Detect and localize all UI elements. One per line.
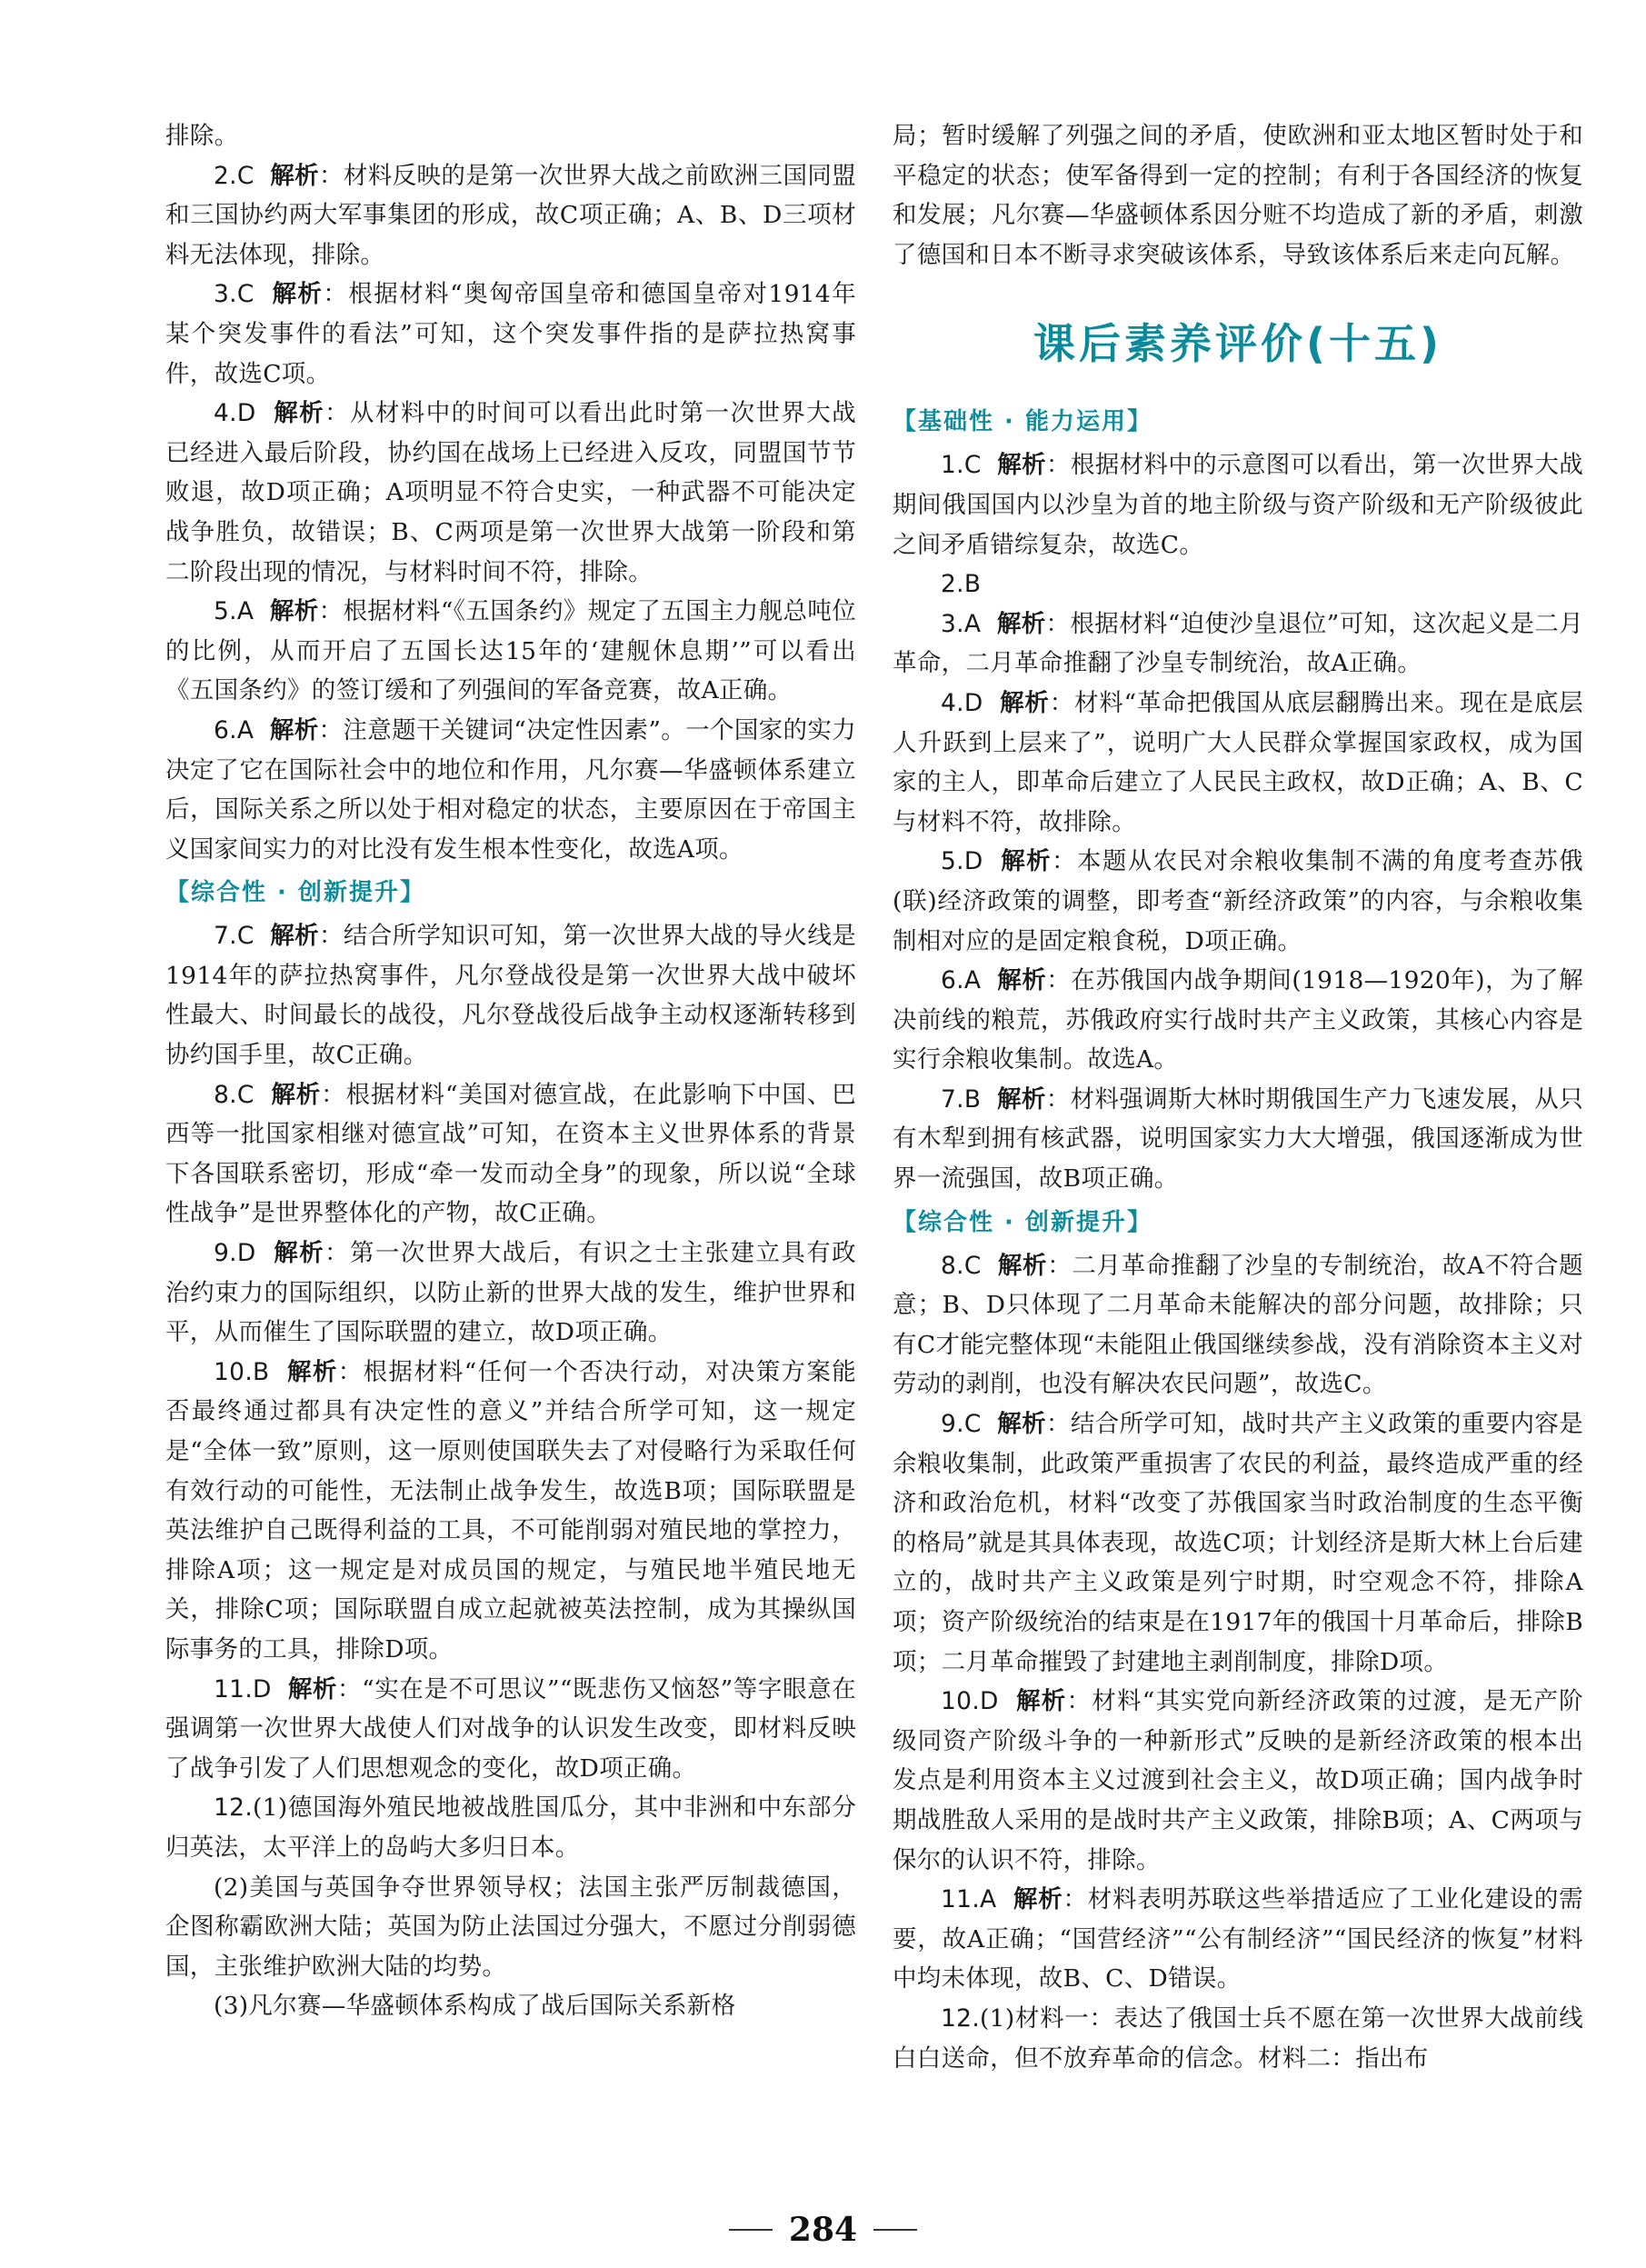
analysis-text: ：材料表明苏联这些举措适应了工业化建设的需要，故A正确；“国营经济”“公有制经济”“国民经济的恢复”材料中均未体现，故B、C、D错误。	[893, 1885, 1583, 1993]
analysis-text: ：结合所学知识可知，第一次世界大战的导火线是1914年的萨拉热窝事件，凡尔登战役是第一次世界大战中破坏性最大、时间最长的战役，凡尔登战役后战争主动权逐渐转移到协约国手里，故C正确。	[165, 922, 856, 1070]
analysis-text: ：“实在是不可思议”“既悲伤又恼怒”等字眼意在强调第一次世界大战使人们对战争的认识发生改变，即材料反映了战争引发了人们思想观念的变化，故D项正确。	[165, 1674, 856, 1783]
answer-number: 6.A	[941, 966, 982, 995]
section-tag-comprehensive: 【综合性 · 创新提升】	[893, 1208, 1152, 1236]
answer-item-3	[893, 604, 1583, 684]
analysis-text: ：材料反映的是第一次世界大战之前欧洲三国同盟和三国协约两大军事集团的形成，故C项正确；A、B、D三项材料无法体现，排除。	[165, 161, 856, 269]
analysis-label: 解析	[270, 161, 320, 190]
section-title: 课后素养评价(十五)	[1032, 319, 1443, 369]
analysis-text: ：根据材料“奥匈帝国皇帝和德国皇帝对1914年某个突发事件的看法”可知，这个突发事件指的是萨拉热窝事件，故选C项。	[165, 280, 857, 388]
answer-number: 12.	[214, 1793, 254, 1823]
analysis-label: 解析	[269, 597, 319, 626]
analysis-label: 解析	[1016, 1687, 1067, 1716]
analysis-label: 解析	[274, 1239, 325, 1268]
section-tag-basic: 【基础性 · 能力运用】	[893, 408, 1152, 436]
analysis-label: 解析	[997, 451, 1047, 480]
answer-item-6	[165, 711, 856, 869]
answer-part-1: (1)德国海外殖民地被战胜国瓜分，其中非洲和中东部分归英法，太平洋上的岛屿大多归日本。	[165, 1793, 856, 1862]
answer-number: 3.A	[941, 609, 982, 638]
answer-number: 8.C	[214, 1080, 254, 1109]
answer-number: 7.B	[941, 1084, 982, 1114]
answer-item-5	[893, 842, 1583, 961]
answer-item-12	[165, 1788, 856, 1867]
answer-number: 12.	[941, 2003, 981, 2033]
page-footer	[0, 2211, 1646, 2249]
analysis-label: 解析	[1013, 1885, 1063, 1914]
answer-item-8	[165, 1075, 856, 1234]
analysis-text: ：从材料中的时间可以看出此时第一次世界大战已经进入最后阶段，协约国在战场上已经进入反攻，同盟国节节败退，故D项正确；A项明显不符合史实，一种武器不可能决定战争胜负，故错误；B、C两项是第一次世界大战第一阶段和第二阶段出现的情况，与材料时间不符，排除。	[165, 399, 856, 586]
answer-item-12	[893, 1999, 1583, 2078]
answer-item-4	[893, 684, 1583, 842]
analysis-text: ：结合所学可知，战时共产主义政策的重要内容是余粮收集制，此政策严重损害了农民的利益，最终造成严重的经济和政治危机，材料“改变了苏俄国家当时政治制度的生态平衡的格局”就是其具体表现，故选C项；计划经济是斯大林上台后建立的，战时共产主义政策是列宁时期，时空观念不符，排除A项；资产阶级统治的结束是在1917年的俄国十月革命后，排除B项；二月革命摧毁了封建地主剥削制度，排除D项。	[893, 1410, 1583, 1676]
analysis-text: ：根据材料“《五国条约》规定了五国主力舰总吨位的比例，从而开启了五国长达15年的‘建舰休息期’”可以看出《五国条约》的签订缓和了列强间的军备竞赛，故A正确。	[165, 597, 856, 705]
analysis-label: 解析	[272, 280, 324, 309]
answer-number: 1.C	[941, 451, 982, 480]
analysis-label: 解析	[997, 1251, 1048, 1280]
left-column	[165, 116, 856, 2026]
analysis-label: 解析	[1001, 847, 1052, 876]
answer-item-4	[165, 394, 856, 592]
analysis-text: ：第一次世界大战后，有识之士主张建立具有政治约束力的国际组织，以防止新的世界大战的发生，维护世界和平，从而催生了国际联盟的建立，故D项正确。	[165, 1239, 856, 1347]
answer-number: 4.D	[941, 688, 983, 717]
analysis-text: ：材料强调斯大林时期俄国生产力飞速发展，从只有木犁到拥有核武器，说明国家实力大大增强，俄国逐渐成为世界一流强国，故B项正确。	[893, 1084, 1583, 1194]
answer-number: 2.C	[214, 161, 254, 190]
analysis-text: ：二月革命推翻了沙皇的专制统治，故A不符合题意；B、D只体现了二月革命未能解决的部分问题，故排除；只有C才能完整体现“未能阻止俄国继续参战，没有消除资本主义对劳动的剥削，也没有解决农民问题”，故选C。	[893, 1251, 1583, 1399]
analysis-text: ：根据材料“迫使沙皇退位”可知，这次起义是二月革命，二月革命推翻了沙皇专制统治，故A正确。	[893, 609, 1583, 678]
analysis-label: 解析	[997, 966, 1047, 995]
left-paragraph-0: 排除。	[165, 122, 239, 150]
answer-item-2	[893, 565, 1583, 604]
footer-dash-right	[873, 2229, 917, 2231]
analysis-label: 解析	[996, 609, 1046, 638]
answer-number: 3.C	[214, 280, 254, 309]
answer-item-10	[165, 1353, 856, 1670]
analysis-text: ：根据材料“任何一个否决行动，对决策方案能否最终通过都具有决定性的意义”并结合所学可知，这一规定是“全体一致”原则，这一原则使国联失去了对侵略行为采取任何有效行动的可能性，无法制止战争发生，故选B项；国际联盟是英法维护自己既得利益的工具，不可能削弱对殖民地的掌控力，排除A项；这一规定是对成员国的规定，与殖民地半殖民地无关，排除C项；国际联盟自成立起就被英法控制，成为其操纵国际事务的工具，排除D项。	[165, 1357, 856, 1664]
right-column	[893, 116, 1583, 2078]
answer-number: 9.C	[941, 1410, 982, 1439]
analysis-text: ：根据材料“美国对德宣战，在此影响下中国、巴西等一批国家相继对德宣战”可知，在资本主义世界体系的背景下各国联系密切，形成“牵一发而动全身”的现象，所以说“全球性战争”是世界整体化的产物，故C正确。	[165, 1080, 856, 1228]
answer-item-7	[893, 1080, 1583, 1199]
page-number: 284	[788, 2211, 858, 2249]
answer-part-3: (3)凡尔赛—华盛顿体系构成了战后国际关系新格	[214, 1992, 736, 2021]
answer-item-11	[893, 1880, 1583, 1999]
analysis-label: 解析	[269, 715, 319, 744]
answer-item-2	[165, 156, 856, 275]
answer-item-5	[165, 592, 856, 711]
analysis-label: 解析	[270, 922, 320, 951]
answer-number: 11.D	[214, 1674, 272, 1703]
analysis-text: ：材料“其实党向新经济政策的过渡，是无产阶级同资产阶级斗争的一种新形式”反映的是新经济政策的根本出发点是利用资本主义过渡到社会主义，故D项正确；国内战争时期战胜敌人采用的是战时共产主义政策，排除B项；A、C两项与保尔的认识不符，排除。	[893, 1687, 1583, 1874]
footer-dash-left	[729, 2229, 773, 2231]
answer-part-2: (2)美国与英国争夺世界领导权；法国主张严厉制裁德国，企图称霸欧洲大陆；英国为防止法国过分强大，不愿过分削弱德国，主张维护欧洲大陆的均势。	[165, 1873, 856, 1981]
answer-number: 10.B	[214, 1357, 270, 1386]
analysis-label: 解析	[287, 1674, 338, 1703]
answer-number: 10.D	[941, 1687, 999, 1716]
answer-part-1: (1)材料一：表达了俄国士兵不愿在第一次世界大战前线白白送命，但不放弃革命的信念。材料二：指出布	[893, 2003, 1583, 2073]
answer-item-9	[165, 1234, 856, 1353]
right-paragraph-0: 局；暂时缓解了列强之间的矛盾，使欧洲和亚太地区暂时处于和平稳定的状态；使军备得到一定的控制；有利于各国经济的恢复和发展；凡尔赛—华盛顿体系因分赃不均造成了新的矛盾，刺激了德国和日本不断寻求突破该体系，导致该体系后来走向瓦解。	[893, 122, 1583, 269]
analysis-label: 解析	[1000, 688, 1050, 717]
analysis-text: ：注意题干关键词“决定性因素”。一个国家的实力决定了它在国际社会中的地位和作用，凡尔赛—华盛顿体系建立后，国际关系之所以处于相对稳定的状态，主要原因在于帝国主义国家间实力的对比没有发生根本性变化，故选A项。	[165, 715, 856, 864]
answer-number: 7.C	[214, 922, 254, 951]
answer-number: 6.A	[214, 715, 254, 744]
analysis-text: ：材料“革命把俄国从底层翻腾出来。现在是底层人升跃到上层来了”，说明广大人民群众掌握国家政权，成为国家的主人，即革命后建立了人民民主政权，故D正确；A、B、C与材料不符，故排除。	[893, 688, 1583, 836]
answer-item-11	[165, 1670, 856, 1789]
answer-item-8	[893, 1246, 1583, 1404]
answer-item-10	[893, 1682, 1583, 1880]
answer-number: 9.D	[214, 1239, 256, 1268]
analysis-label: 解析	[274, 399, 325, 428]
answer-number: 4.D	[214, 399, 256, 428]
section-tag-comprehensive: 【综合性 · 创新提升】	[165, 879, 425, 907]
answer-number: 5.A	[214, 597, 254, 626]
analysis-label: 解析	[287, 1357, 338, 1386]
analysis-label: 解析	[271, 1080, 322, 1109]
analysis-label: 解析	[997, 1410, 1047, 1439]
answer-number: 11.A	[941, 1885, 997, 1914]
answer-item-3	[165, 275, 856, 394]
answer-item-6	[893, 961, 1583, 1080]
answer-number: 8.C	[941, 1251, 982, 1280]
answer-number: 2.B	[941, 570, 982, 599]
analysis-text: ：根据材料中的示意图可以看出，第一次世界大战期间俄国国内以沙皇为首的地主阶级与资产阶级和无产阶级彼此之间矛盾错综复杂，故选C。	[893, 451, 1583, 559]
answer-item-7	[165, 916, 856, 1074]
analysis-text: ：在苏俄国内战争期间(1918—1920年)，为了解决前线的粮荒，苏俄政府实行战时共产主义政策，其核心内容是实行余粮收集制。故选A。	[893, 966, 1583, 1074]
answer-item-1	[893, 445, 1583, 565]
analysis-label: 解析	[996, 1084, 1046, 1114]
analysis-text: ：本题从农民对余粮收集制不满的角度考查苏俄(联)经济政策的调整，即考查“新经济政策”的内容，与余粮收集制相对应的是固定粮食税，D项正确。	[893, 847, 1583, 955]
answer-item-9	[893, 1404, 1583, 1682]
answer-number: 5.D	[941, 847, 983, 876]
